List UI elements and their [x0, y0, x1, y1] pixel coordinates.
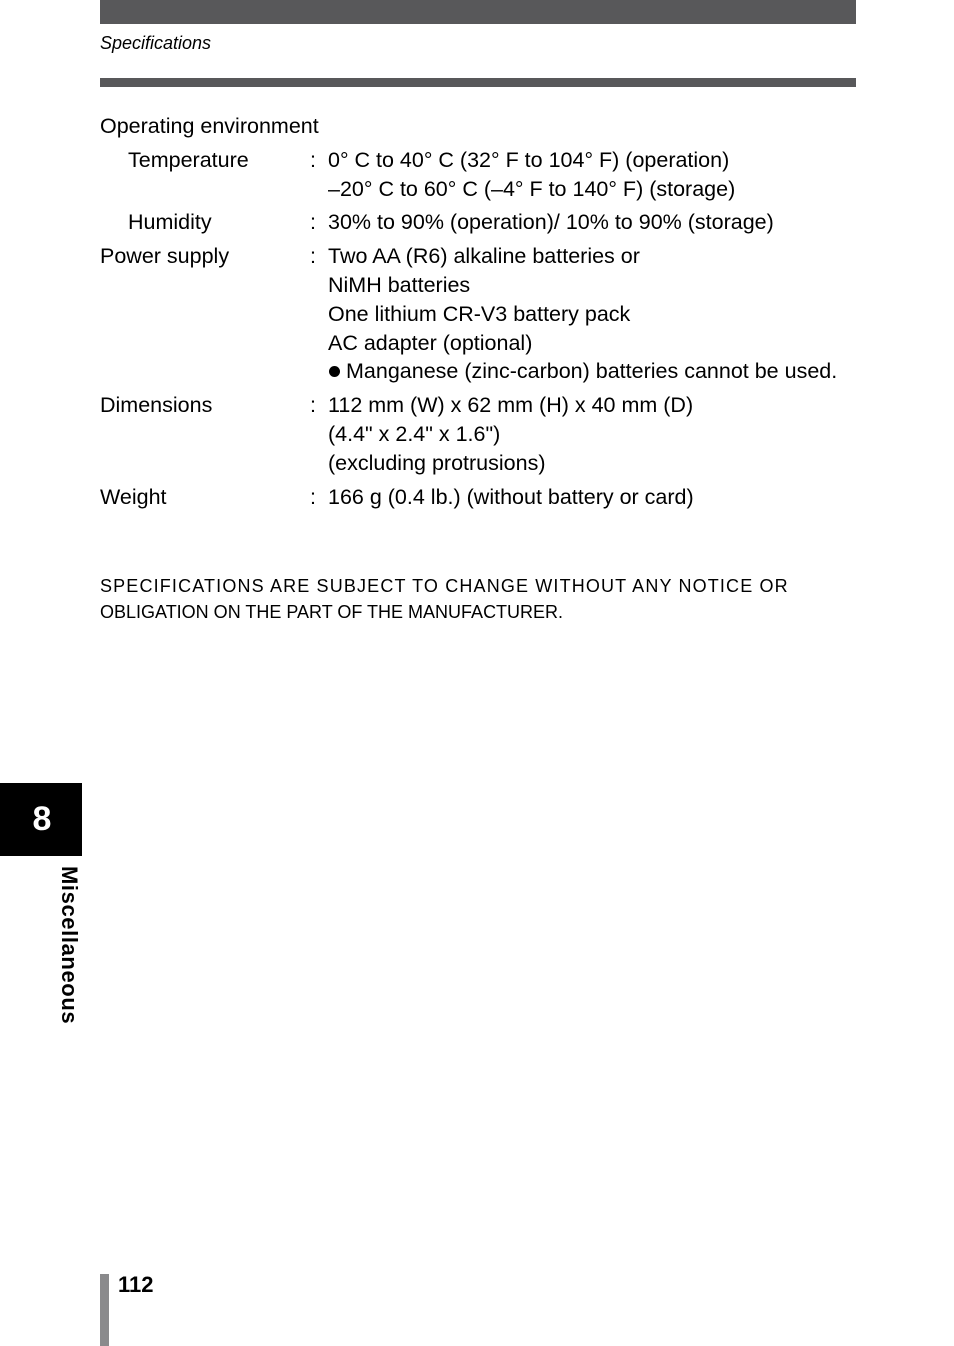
power-supply-option: One lithium CR-V3 battery pack: [328, 301, 631, 326]
spec-row-temperature: [100, 146, 856, 204]
dimensions-colon: :: [310, 393, 316, 418]
temperature-colon: :: [310, 147, 316, 172]
spec-row-power-supply: [100, 242, 856, 386]
notice-line-1: SPECIFICATIONS ARE SUBJECT TO CHANGE WITHOUT ANY NOTICE OR: [100, 576, 789, 596]
humidity-values: [328, 208, 856, 237]
page-number: 112: [118, 1272, 154, 1297]
chapter-tab: [0, 783, 82, 856]
humidity-label: Humidity: [128, 210, 212, 235]
power-supply-option: AC adapter (optional): [328, 330, 533, 355]
dimensions-label: Dimensions: [100, 393, 213, 418]
running-header-title: Specifications: [100, 33, 212, 53]
specifications-list: [100, 112, 856, 516]
chapter-label: Miscellaneous: [57, 866, 82, 1025]
dimensions-metric: 112 mm (W) x 62 mm (H) x 40 mm (D): [328, 393, 694, 418]
header-rule: [100, 78, 856, 87]
bullet-icon: [328, 357, 346, 386]
chapter-label-wrapper: [56, 866, 86, 1042]
power-supply-note-text: Manganese (zinc-carbon) batteries cannot be used.: [346, 359, 838, 384]
temperature-storage: –20° C to 60° C (–4° F to 140° F) (storage): [328, 176, 736, 201]
operating-environment-heading: Operating environment: [100, 114, 319, 138]
power-supply-option: Two AA (R6) alkaline batteries or: [328, 244, 640, 269]
temperature-values: [328, 146, 856, 204]
weight-value: 166 g (0.4 lb.) (without battery or card): [328, 484, 694, 509]
specification-notice: [100, 573, 856, 625]
power-supply-values: [328, 242, 856, 386]
power-supply-label: Power supply: [100, 244, 230, 269]
page-number-bar: [100, 1274, 109, 1346]
temperature-operation: 0° C to 40° C (32° F to 104° F) (operation): [328, 147, 730, 172]
power-supply-option: NiMH batteries: [328, 272, 471, 297]
weight-values: [328, 483, 856, 512]
weight-label: Weight: [100, 484, 167, 509]
header-top-bar: [100, 0, 856, 24]
humidity-colon: :: [310, 210, 316, 235]
dimensions-note: (excluding protrusions): [328, 450, 546, 475]
spec-row-humidity: [100, 208, 856, 237]
notice-line-2: OBLIGATION ON THE PART OF THE MANUFACTURER.: [100, 602, 564, 622]
spec-row-dimensions: [100, 391, 856, 477]
temperature-label: Temperature: [128, 147, 249, 172]
power-supply-note: [328, 357, 856, 386]
power-supply-colon: :: [310, 244, 316, 269]
spec-row-weight: [100, 483, 856, 512]
dimensions-values: [328, 391, 856, 477]
weight-colon: :: [310, 484, 316, 509]
chapter-number: 8: [32, 800, 52, 838]
dimensions-imperial: (4.4" x 2.4" x 1.6"): [328, 421, 501, 446]
humidity-range: 30% to 90% (operation)/ 10% to 90% (storage): [328, 210, 774, 235]
